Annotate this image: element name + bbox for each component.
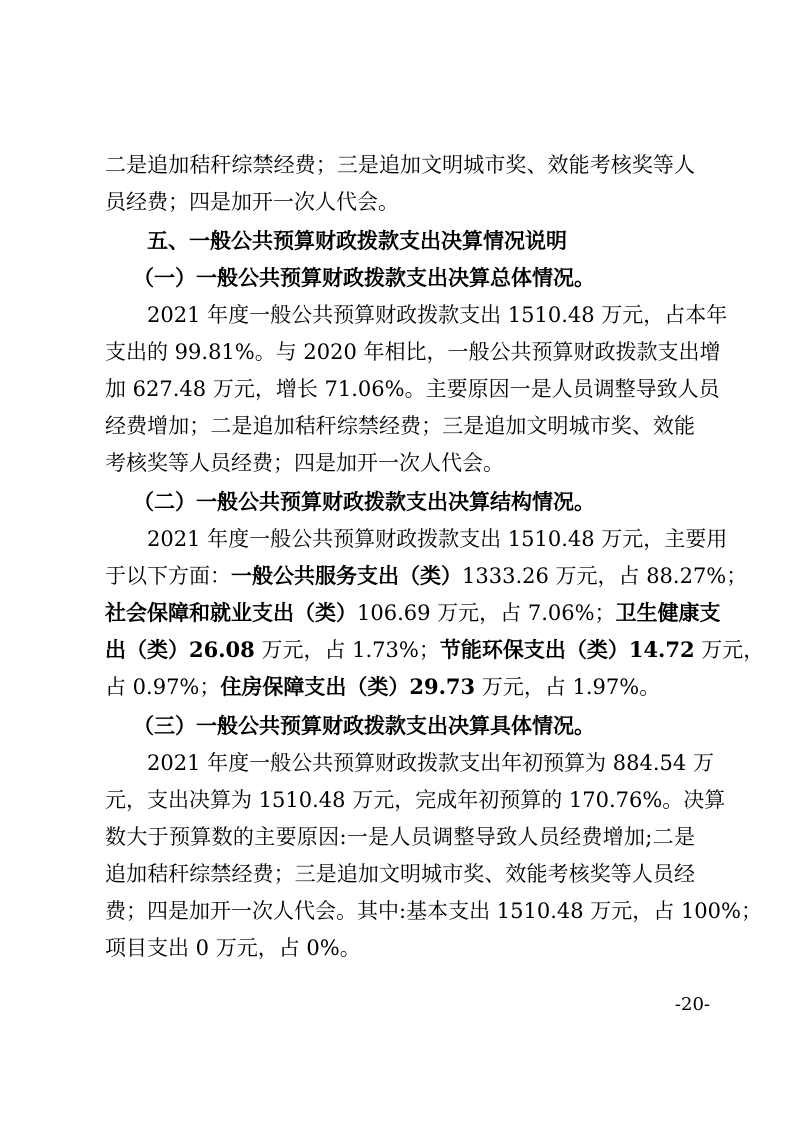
paragraph-line: [105, 672, 695, 702]
text-run: 106.69 万元，占 7.06%；: [357, 601, 616, 625]
page-number: -20-: [674, 994, 710, 1015]
paragraph-line: 费；四是加开一次人代会。其中:基本支出 1510.48 万元，占 100%；: [105, 899, 762, 923]
category-label: 一般公共服务支出（类）: [231, 563, 462, 588]
subsection-heading: （二）一般公共预算财政拨款支出决算结构情况。: [133, 489, 595, 514]
paragraph-line: 元，支出决算为 1510.48 万元，完成年初预算的 170.76%。决算: [105, 788, 726, 812]
paragraph-line: [105, 598, 721, 628]
category-label: 卫生健康支: [615, 600, 721, 625]
subsection-heading: （三）一般公共预算财政拨款支出决算具体情况。: [133, 713, 595, 738]
category-label: 住房保障支出（类）29.73: [220, 674, 476, 699]
text-run: 占 0.97%；: [105, 675, 221, 699]
paragraph-line: [105, 561, 748, 591]
paragraph-line: 支出的 99.81%。与 2020 年相比，一般公共预算财政拨款支出增: [105, 340, 721, 364]
paragraph-line: 经费增加；二是追加秸秆综禁经费；三是追加文明城市奖、效能: [105, 414, 695, 438]
text-run: 1333.26 万元，占 88.27%；: [462, 564, 748, 588]
paragraph-line: 2021 年度一般公共预算财政拨款支出年初预算为 884.54 万: [147, 751, 714, 775]
paragraph-line: 员经费；四是加开一次人代会。: [105, 190, 399, 214]
category-label: 社会保障和就业支出（类）: [105, 600, 357, 625]
section-heading: 五、一般公共预算财政拨款支出决算情况说明: [147, 228, 567, 253]
paragraph-line: 2021 年度一般公共预算财政拨款支出 1510.48 万元，主要用: [147, 527, 728, 551]
text-run: 万元，占 1.97%。: [475, 675, 661, 699]
category-label: 出（类）26.08: [105, 637, 255, 662]
subsection-heading: （一）一般公共预算财政拨款支出决算总体情况。: [133, 265, 595, 290]
paragraph-line: 项目支出 0 万元，占 0%。: [105, 936, 361, 960]
paragraph-line: [105, 635, 765, 665]
category-label: 节能环保支出（类）14.72: [439, 637, 695, 662]
paragraph-line: 二是追加秸秆综禁经费；三是追加文明城市奖、效能考核奖等人: [105, 153, 695, 177]
paragraph-line: 追加秸秆综禁经费；三是追加文明城市奖、效能考核奖等人员经: [105, 862, 695, 886]
text-run: 万元，: [694, 638, 765, 662]
text-run: 万元，占 1.73%；: [254, 638, 440, 662]
text-run: 于以下方面：: [105, 564, 231, 588]
paragraph-line: 2021 年度一般公共预算财政拨款支出 1510.48 万元，占本年: [147, 303, 728, 327]
paragraph-line: 加 627.48 万元，增长 71.06%。主要原因一是人员调整导致人员: [105, 377, 720, 401]
paragraph-line: 数大于预算数的主要原因:一是人员调整导致人员经费增加;二是: [105, 825, 695, 849]
paragraph-line: 考核奖等人员经费；四是加开一次人代会。: [105, 451, 504, 475]
